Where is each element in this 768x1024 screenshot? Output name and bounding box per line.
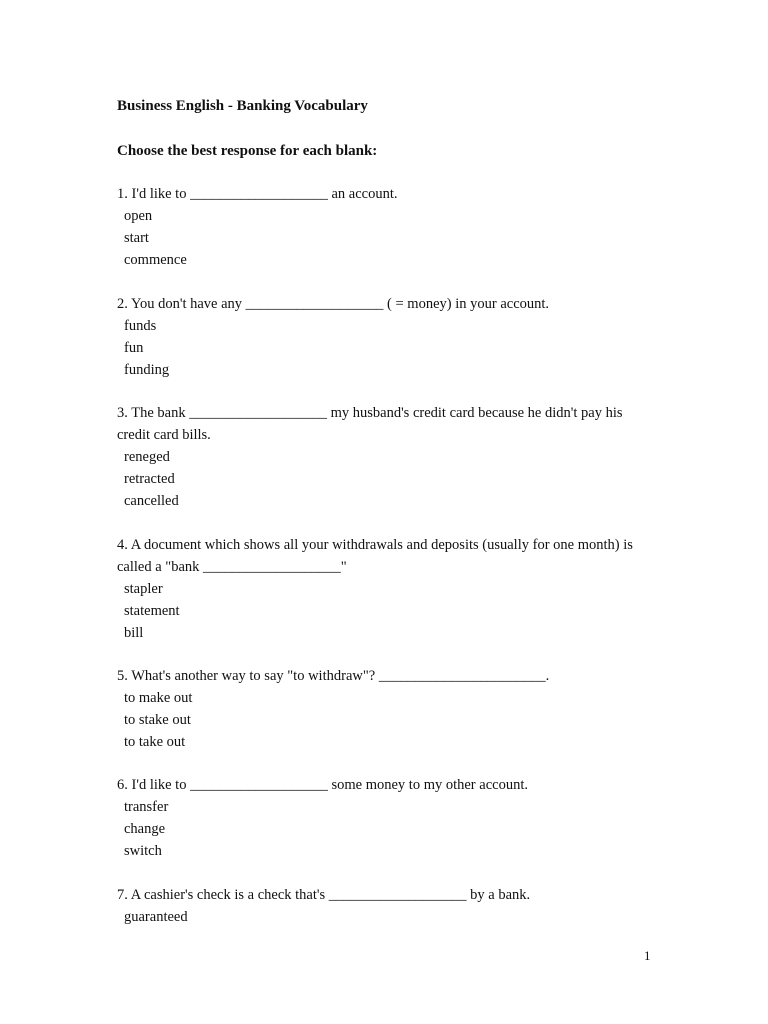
answer-option: guaranteed [124, 909, 188, 925]
question-4 [117, 534, 657, 644]
answer-option: fun [124, 340, 144, 356]
answer-option: to take out [124, 734, 186, 750]
question-3 [117, 402, 657, 512]
question-text: 5. What's another way to say "to withdraw"? _______________________. [117, 668, 550, 684]
question-5 [117, 665, 657, 753]
question-text: 6. I'd like to ___________________ some money to my other account. [117, 777, 528, 793]
question-7 [117, 884, 657, 928]
question-6 [117, 774, 657, 862]
answer-option: retracted [124, 471, 175, 487]
question-text: 7. A cashier's check is a check that's ___________________ by a bank. [117, 887, 531, 903]
question-2 [117, 293, 657, 381]
answer-option: stapler [124, 581, 163, 597]
answer-option: bill [124, 625, 144, 641]
answer-option: open [124, 208, 153, 224]
answer-option: funds [124, 318, 157, 334]
answer-option: statement [124, 603, 180, 619]
question-text: 1. I'd like to ___________________ an account. [117, 186, 398, 202]
instructions: Choose the best response for each blank: [117, 143, 378, 159]
question-text: 2. You don't have any ___________________ ( = money) in your account. [117, 296, 550, 312]
answer-option: reneged [124, 449, 170, 465]
answer-option: to stake out [124, 712, 191, 728]
answer-option: cancelled [124, 493, 179, 509]
answer-option: start [124, 230, 149, 246]
answer-option: switch [124, 843, 162, 859]
answer-option: funding [124, 362, 170, 378]
answer-option: change [124, 821, 166, 837]
answer-option: commence [124, 252, 187, 268]
answer-option: transfer [124, 799, 169, 815]
document-title: Business English - Banking Vocabulary [117, 98, 368, 114]
page-number: 1 [644, 948, 651, 963]
question-text: 4. A document which shows all your withdrawals and deposits (usually for one month) is called a "bank ___________________" [117, 537, 633, 575]
answer-option: to make out [124, 690, 193, 706]
question-1 [117, 183, 657, 271]
question-text: 3. The bank ___________________ my husband's credit card because he didn't pay his credit card bills. [117, 405, 623, 443]
